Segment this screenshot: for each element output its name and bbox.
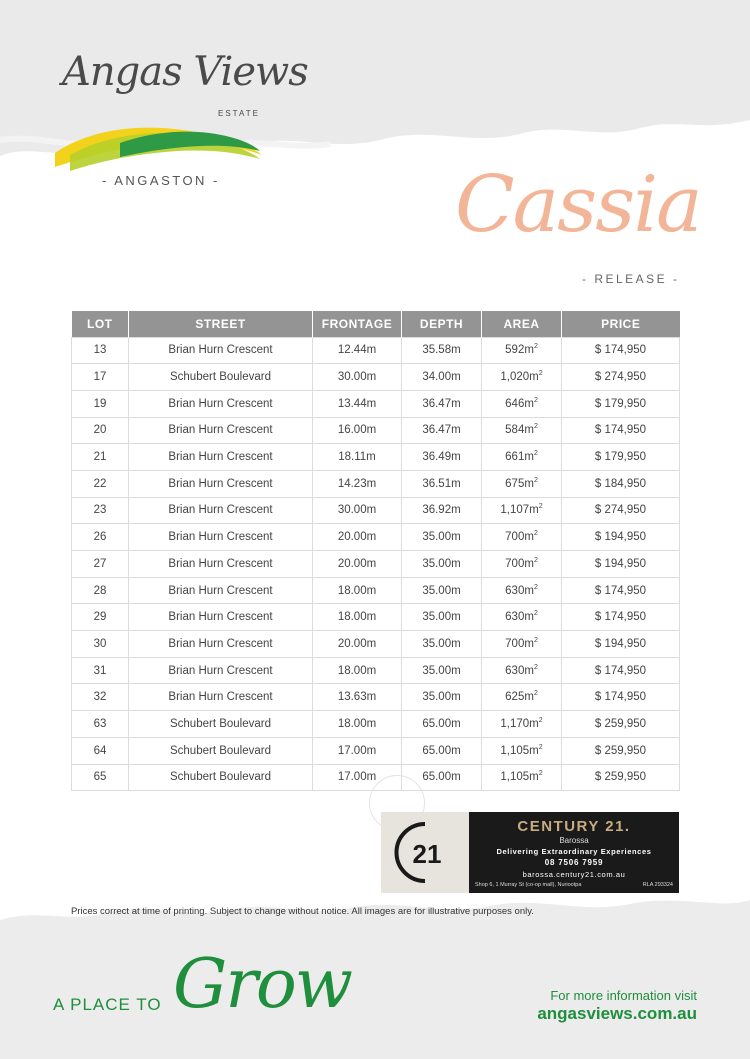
table-row [72,417,680,444]
table-body [72,337,680,791]
cell-area: $1,107m^2$ [482,497,562,524]
cell-area: $700m^2$ [482,551,562,578]
cell-street: Brian Hurn Crescent [129,524,313,551]
cell-lot: 19 [72,390,129,417]
cell-frontage: 16.00m [313,417,402,444]
cell-street: Schubert Boulevard [129,364,313,391]
cell-depth: 36.47m [402,390,482,417]
agent-banner [381,812,679,893]
cell-depth: 36.47m [402,417,482,444]
cell-price: $ 259,950 [562,737,680,764]
table-row [72,444,680,471]
footer-tagline: A PLACE TO [53,995,162,1014]
cell-area: $1,105m^2$ [482,764,562,791]
cell-frontage: 30.00m [313,497,402,524]
cell-frontage: 18.11m [313,444,402,471]
table-row [72,364,680,391]
agent-website: barossa.century21.com.au [522,870,626,879]
cell-frontage: 18.00m [313,577,402,604]
header-street: STREET [129,311,313,337]
cell-lot: 63 [72,711,129,738]
table-row [72,390,680,417]
agent-phone: 08 7506 7959 [544,858,604,867]
website-link[interactable]: angasviews.com.au [537,1004,697,1023]
cell-depth: 35.00m [402,577,482,604]
cell-price: $ 174,950 [562,577,680,604]
table-row [72,737,680,764]
cell-frontage: 20.00m [313,631,402,658]
release-label: - RELEASE - [582,272,680,286]
table-row [72,551,680,578]
table-row [72,631,680,658]
cell-area: $700m^2$ [482,631,562,658]
table-row [72,657,680,684]
cell-depth: 34.00m [402,364,482,391]
agent-tagline: Delivering Extraordinary Experiences [496,847,652,856]
cell-frontage: 20.00m [313,551,402,578]
table-row [72,337,680,364]
cell-depth: 35.00m [402,524,482,551]
cell-lot: 22 [72,470,129,497]
cell-frontage: 18.00m [313,657,402,684]
cell-price: $ 179,950 [562,444,680,471]
cell-price: $ 194,950 [562,631,680,658]
agent-brand: CENTURY 21. [517,818,631,835]
cell-lot: 23 [72,497,129,524]
cell-price: $ 274,950 [562,497,680,524]
cell-street: Schubert Boulevard [129,711,313,738]
cell-depth: 35.58m [402,337,482,364]
cell-price: $ 194,950 [562,551,680,578]
cell-depth: 35.00m [402,657,482,684]
estate-location: - ANGASTON - [102,173,220,188]
cell-area: $1,105m^2$ [482,737,562,764]
cell-frontage: 13.63m [313,684,402,711]
footer-tagline-script: Grow [173,945,351,1024]
cell-street: Brian Hurn Crescent [129,657,313,684]
table-row [72,711,680,738]
cell-lot: 31 [72,657,129,684]
cell-street: Brian Hurn Crescent [129,470,313,497]
cell-depth: 36.92m [402,497,482,524]
cell-area: $625m^2$ [482,684,562,711]
cell-street: Brian Hurn Crescent [129,684,313,711]
agent-office: Barossa [559,836,589,845]
estate-name: Angas Views [62,49,308,95]
cell-price: $ 274,950 [562,364,680,391]
cell-frontage: 18.00m [313,711,402,738]
cell-street: Brian Hurn Crescent [129,444,313,471]
cell-area: $592m^2$ [482,337,562,364]
cell-depth: 35.00m [402,631,482,658]
header-lot: LOT [72,311,129,337]
cell-frontage: 20.00m [313,524,402,551]
agent-rla: RLA 293324 [642,882,673,888]
table-row [72,577,680,604]
cell-price: $ 259,950 [562,711,680,738]
cell-depth: 35.00m [402,684,482,711]
header-area: AREA [482,311,562,337]
leaf-swoosh-icon [50,115,265,205]
agent-details [469,812,679,893]
cell-depth: 35.00m [402,551,482,578]
cell-price: $ 174,950 [562,684,680,711]
century21-logo [381,812,469,893]
cell-street: Brian Hurn Crescent [129,497,313,524]
cell-lot: 30 [72,631,129,658]
cell-frontage: 30.00m [313,364,402,391]
cell-area: $646m^2$ [482,390,562,417]
cell-area: $675m^2$ [482,470,562,497]
cell-street: Brian Hurn Crescent [129,417,313,444]
cell-street: Schubert Boulevard [129,764,313,791]
cell-depth: 36.49m [402,444,482,471]
header-frontage: FRONTAGE [313,311,402,337]
century21-seal-icon [381,812,469,893]
cell-area: $1,170m^2$ [482,711,562,738]
cell-street: Brian Hurn Crescent [129,551,313,578]
cell-frontage: 14.23m [313,470,402,497]
cell-price: $ 259,950 [562,764,680,791]
cell-depth: 36.51m [402,470,482,497]
table-row [72,524,680,551]
cell-area: $1,020m^2$ [482,364,562,391]
price-list-table [71,311,680,791]
cell-price: $ 174,950 [562,417,680,444]
cell-price: $ 174,950 [562,604,680,631]
header-depth: DEPTH [402,311,482,337]
cell-street: Brian Hurn Crescent [129,604,313,631]
cell-price: $ 174,950 [562,337,680,364]
cell-area: $584m^2$ [482,417,562,444]
cell-depth: 65.00m [402,737,482,764]
cell-street: Brian Hurn Crescent [129,337,313,364]
cell-lot: 65 [72,764,129,791]
cell-price: $ 194,950 [562,524,680,551]
cell-depth: 35.00m [402,604,482,631]
disclaimer: Prices correct at time of printing. Subject to change without notice. All images are for illustrative purposes only. [71,906,534,917]
cell-area: $700m^2$ [482,524,562,551]
cell-frontage: 17.00m [313,737,402,764]
table-row [72,497,680,524]
cell-lot: 32 [72,684,129,711]
cell-frontage: 13.44m [313,390,402,417]
cell-price: $ 184,950 [562,470,680,497]
cell-depth: 65.00m [402,711,482,738]
cell-street: Brian Hurn Crescent [129,631,313,658]
table-header-row [72,311,680,337]
cell-street: Schubert Boulevard [129,737,313,764]
header-price: PRICE [562,311,680,337]
cell-lot: 17 [72,364,129,391]
agent-address: Shop 6, 1 Murray St (co-op mall), Nuriootpa [475,882,582,888]
table-row [72,604,680,631]
cell-lot: 13 [72,337,129,364]
release-name: Cassia [455,160,701,250]
cell-price: $ 179,950 [562,390,680,417]
cell-lot: 26 [72,524,129,551]
cell-area: $630m^2$ [482,604,562,631]
cell-frontage: 18.00m [313,604,402,631]
estate-logo [50,45,308,195]
table-row [72,470,680,497]
cell-lot: 21 [72,444,129,471]
cell-lot: 64 [72,737,129,764]
cell-lot: 20 [72,417,129,444]
cell-street: Brian Hurn Crescent [129,577,313,604]
cell-depth: 65.00m [402,764,482,791]
cell-lot: 27 [72,551,129,578]
agent-logo-text: 21 [412,839,442,869]
info-label: For more information visit [550,988,697,1003]
cell-area: $661m^2$ [482,444,562,471]
cell-lot: 29 [72,604,129,631]
cell-frontage: 12.44m [313,337,402,364]
table-row [72,684,680,711]
cell-price: $ 174,950 [562,657,680,684]
cell-area: $630m^2$ [482,657,562,684]
estate-subtitle: ESTATE [218,109,260,118]
cell-lot: 28 [72,577,129,604]
cell-street: Brian Hurn Crescent [129,390,313,417]
cell-frontage: 17.00m [313,764,402,791]
agent-footer [469,879,679,888]
cell-area: $630m^2$ [482,577,562,604]
